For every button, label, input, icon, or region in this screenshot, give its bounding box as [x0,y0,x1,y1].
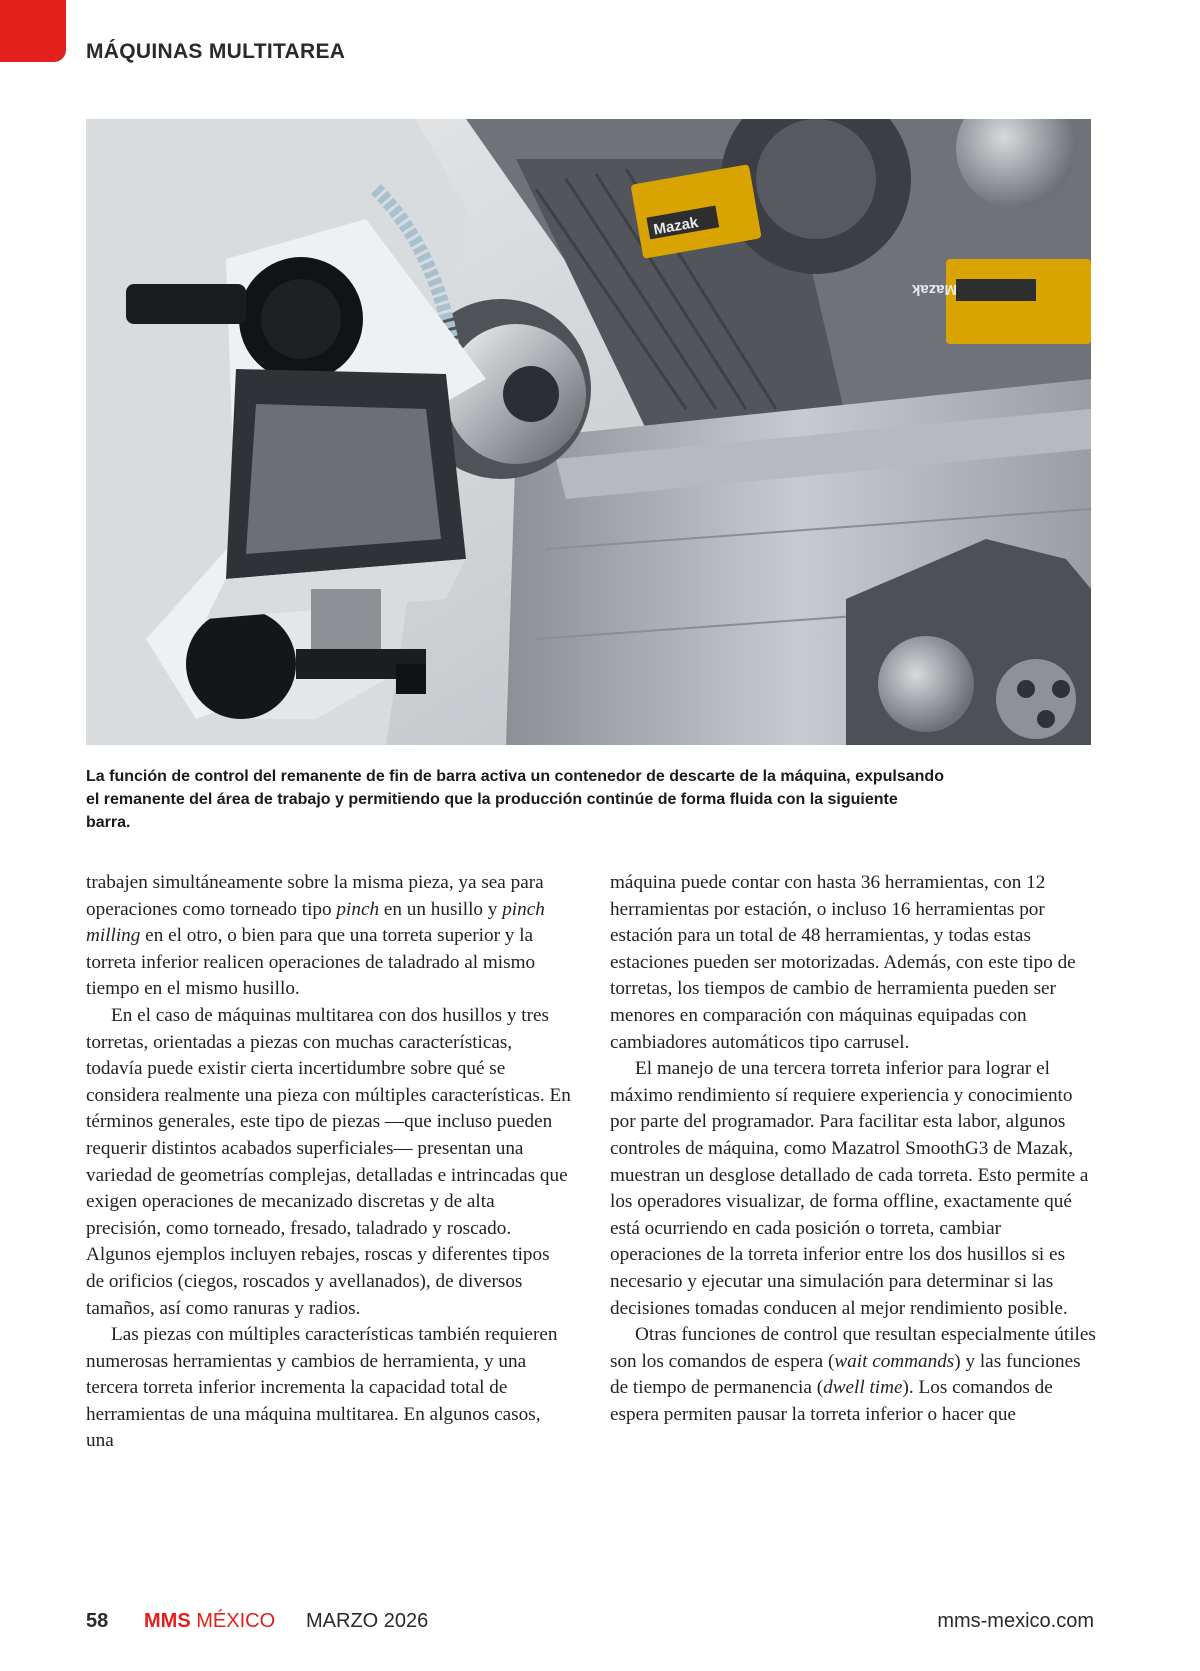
paragraph: Las piezas con múltiples características también requieren numerosas herramientas y cambios de herramienta, y una tercera torreta inferior incrementa la capacidad total de herramientas de una máquina multitarea. En algunos casos, una [86,1324,558,1452]
paragraph: trabajen simultáneamente sobre la misma pieza, ya sea para operaciones como torneado tipo pinch en un husillo y pinch milling en el otro, o bien para que una torreta superior y la torreta inferior realicen operaciones de taladrado al mismo tiempo en el mismo husillo. [86,872,545,1000]
mazak-label-mirrored: Mazak [911,281,957,298]
issue-date: MARZO 2026 [306,1610,429,1632]
paragraph: máquina puede contar con hasta 36 herramientas, con 12 herramientas por estación, o incluso 16 herramientas por estación para un total de 48 herramientas, y todas estas estaciones pueden ser motorizadas. Además, con este tipo de torretas, los tiempos de cambio de herramienta pueden ser menores en comparación con máquinas equipadas con cambiadores automáticos tipo carrusel. [610,872,1076,1053]
machine-photo [86,119,1091,745]
magazine-brand: MMS MÉXICO [144,1610,276,1632]
website-link[interactable]: mms-mexico.com [937,1610,1094,1632]
page-footer [86,1610,1094,1638]
section-color-tab [0,0,66,62]
body-column-right [610,870,1096,1428]
mazak-label: Mazak [652,213,700,239]
page-number: 58 [86,1610,109,1632]
figure-caption: La función de control del remanente de fin de barra activa un contenedor de descarte de la máquina, expulsando el remanente del área de trabajo y permitiendo que la producción continúe de forma fluida con la siguiente barra. [86,768,944,831]
section-title: MÁQUINAS MULTITAREA [86,40,346,63]
paragraph: Otras funciones de control que resultan especialmente útiles son los comandos de espera (wait commands) y las funciones de tiempo de permanencia (dwell time). Los comandos de espera permiten pausar la torreta inferior o hacer que [610,1324,1096,1425]
paragraph: El manejo de una tercera torreta inferior para lograr el máximo rendimiento sí requiere experiencia y conocimiento por parte del programador. Para facilitar esta labor, algunos controles de máquina, como Mazatrol SmoothG3 de Mazak, muestran un desglose detallado de cada torreta. Esto permite a los operadores visualizar, de forma offline, exactamente qué está ocurriendo en cada posición o torreta, cambiar operaciones de la torreta inferior entre los dos husillos si es necesario y ejecutar una simulación para determinar si las decisiones tomadas conducen al mejor rendimiento posible. [610,1058,1089,1319]
body-column-left [86,870,572,1455]
paragraph: En el caso de máquinas multitarea con dos husillos y tres torretas, orientadas a piezas con muchas características, todavía puede existir cierta incertidumbre sobre qué se considera realmente una pieza con múltiples características. En términos generales, este tipo de piezas —que incluso pueden requerir distintos acabados superficiales— presentan una variedad de geometrías complejas, detalladas e intrincadas que exigen operaciones de mecanizado discretas y de alta precisión, como torneado, fresado, taladrado y roscado. Algunos ejemplos incluyen rebajes, roscas y diferentes tipos de orificios (ciegos, roscados y avellanados), de diversos tamaños, así como ranuras y radios. [86,1004,571,1319]
